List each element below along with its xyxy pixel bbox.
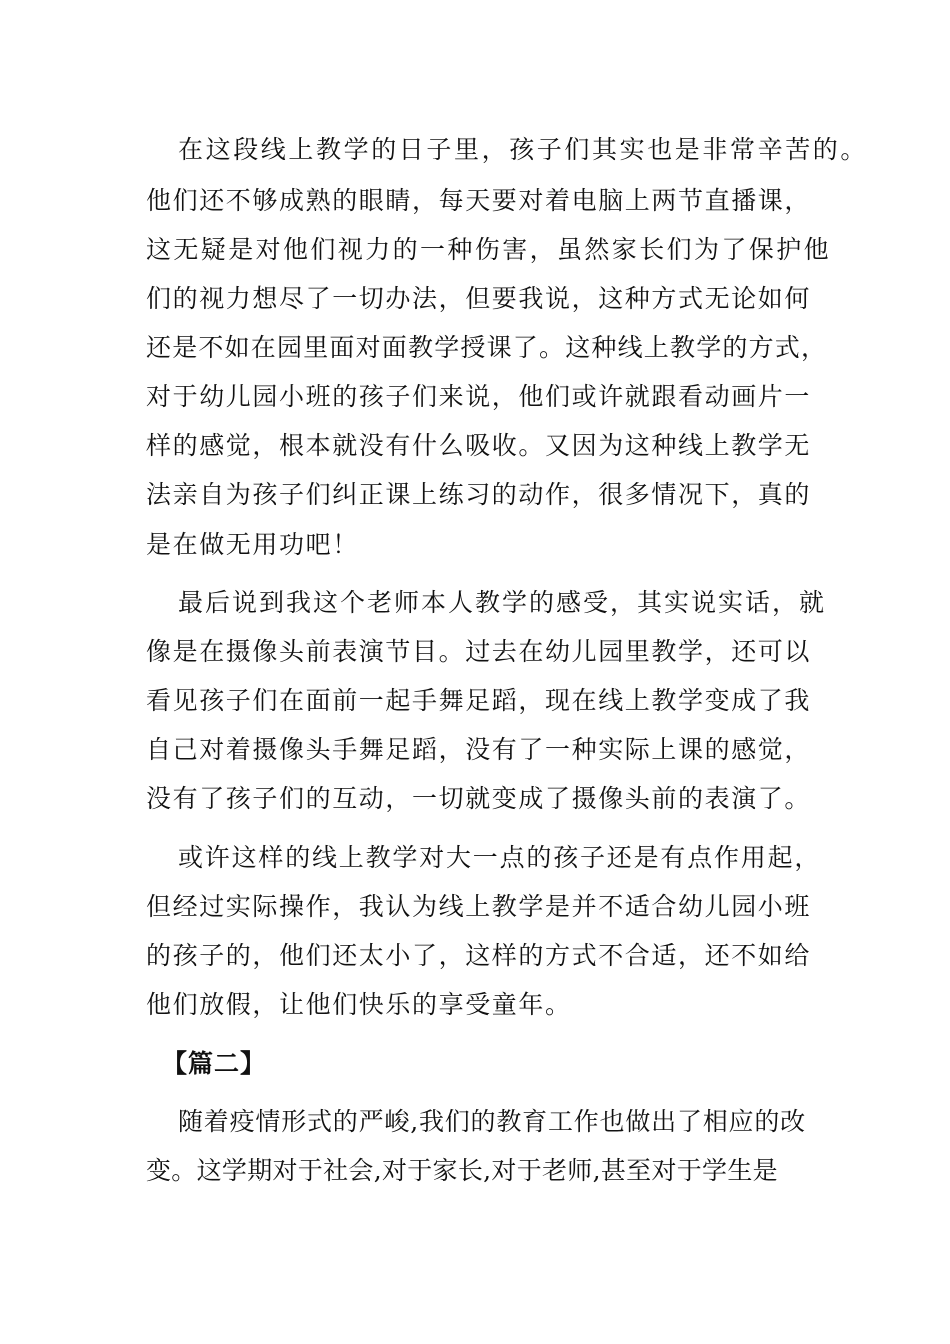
- paragraph-2-line-4: 自己对着摄像头手舞足蹈，没有了一种实际上课的感觉，: [146, 735, 812, 764]
- paragraph-1-line-1: 在这段线上教学的日子里，孩子们其实也是非常辛苦的。: [178, 135, 869, 164]
- paragraph-1-line-3: 这无疑是对他们视力的一种伤害，虽然家长们为了保护他: [146, 235, 832, 264]
- paragraph-3-line-1: 或许这样的线上教学对大一点的孩子还是有点作用起，: [178, 843, 822, 872]
- paragraph-4-line-1: 随着疫情形式的严峻,我们的教育工作也做出了相应的改: [178, 1107, 806, 1136]
- paragraph-3-line-2: 但经过实际操作，我认为线上教学是并不适合幼儿园小班: [146, 892, 812, 921]
- paragraph-1-line-5: 还是不如在园里面对面教学授课了。这种线上教学的方式，: [146, 333, 828, 362]
- paragraph-1-line-6: 对于幼儿园小班的孩子们来说，他们或许就跟看动画片一: [146, 382, 812, 411]
- paragraph-3-line-3: 的孩子的，他们还太小了，这样的方式不合适，还不如给: [146, 941, 812, 970]
- paragraph-2-line-2: 像是在摄像头前表演节目。过去在幼儿园里教学，还可以: [146, 637, 812, 666]
- paragraph-4-line-2: 变。这学期对于社会,对于家长,对于老师,甚至对于学生是: [146, 1156, 778, 1185]
- paragraph-1-line-7: 样的感觉，根本就没有什么吸收。又因为这种线上教学无: [146, 431, 812, 460]
- paragraph-1-line-9: 是在做无用功吧！: [146, 530, 359, 559]
- paragraph-3-line-4: 他们放假，让他们快乐的享受童年。: [146, 990, 572, 1019]
- section-heading: 【篇二】: [162, 1049, 267, 1078]
- paragraph-1-line-2: 他们还不够成熟的眼睛，每天要对着电脑上两节直播课，: [146, 186, 812, 215]
- paragraph-2-line-3: 看见孩子们在面前一起手舞足蹈，现在线上教学变成了我: [146, 686, 812, 715]
- paragraph-1-line-8: 法亲自为孩子们纠正课上练习的动作，很多情况下，真的: [146, 480, 812, 509]
- paragraph-1-line-4: 们的视力想尽了一切办法，但要我说，这种方式无论如何: [146, 284, 812, 313]
- paragraph-2-line-1: 最后说到我这个老师本人教学的感受，其实说实话，就: [178, 588, 827, 617]
- paragraph-2-line-5: 没有了孩子们的互动，一切就变成了摄像头前的表演了。: [146, 784, 812, 813]
